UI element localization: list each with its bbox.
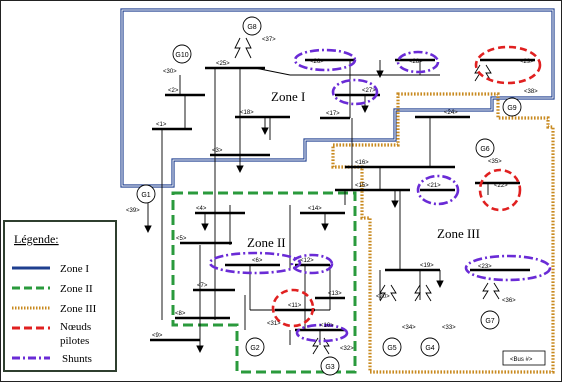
bus-label-14: <14>: [308, 206, 322, 212]
pilot-node-22: [480, 170, 520, 210]
legend-item-pilot-nodes: Nœuds: [60, 321, 92, 333]
bus-key-label: <Bus #>: [510, 357, 533, 363]
bus-label-9: <9>: [152, 333, 163, 339]
bus-label-18: <18>: [240, 110, 254, 116]
bus-key: [503, 351, 545, 365]
zone-2-label: Zone II: [247, 235, 286, 250]
bus-label-22: <22>: [494, 183, 508, 189]
bus-label-34: <34>: [402, 325, 416, 331]
bus-label-13: <13>: [328, 291, 342, 297]
transformers: [235, 38, 499, 354]
generator-label-g9: G9: [507, 105, 517, 112]
bus-label-23: <23>: [478, 264, 492, 270]
legend-item-zone-3: Zone III: [60, 303, 97, 315]
bus-label-3: <3>: [212, 148, 223, 154]
legend-item-pilot-nodes-2: pilotes: [60, 335, 90, 347]
generator-label-g10: G10: [175, 52, 189, 59]
bus-label-8: <8>: [175, 311, 186, 317]
generator-label-g6: G6: [480, 146, 490, 153]
generator-label-g8: G8: [247, 24, 257, 31]
bus-label-2: <2>: [168, 88, 179, 94]
legend-item-shunts: Shunts: [62, 353, 92, 365]
bus-label-26: <26>: [310, 59, 324, 65]
pilot-node-29: [476, 47, 540, 83]
bus-label-39: <39>: [126, 208, 140, 214]
bus-label-21: <21>: [427, 183, 441, 189]
bus-label-35: <35>: [488, 159, 502, 165]
legend-title: Légende:: [14, 232, 59, 246]
bus-label-24: <24>: [444, 110, 458, 116]
bus-label-10: <10>: [320, 323, 334, 329]
legend-item-zone-2: Zone II: [60, 283, 93, 295]
bus-label-5: <5>: [176, 236, 187, 242]
bus-label-30: <30>: [163, 69, 177, 75]
bus-label-1: <1>: [156, 122, 167, 128]
bus-label-29: <29>: [520, 59, 534, 65]
bus-label-28: <28>: [409, 59, 423, 65]
bus-label-7: <7>: [197, 283, 208, 289]
generator-label-g5: G5: [387, 345, 397, 352]
bus-label-27: <27>: [362, 88, 376, 94]
generator-label-g2: G2: [250, 345, 260, 352]
bus-label-33: <33>: [442, 325, 456, 331]
generator-label-g3: G3: [325, 364, 335, 371]
bus-label-19: <19>: [420, 263, 434, 269]
bus-label-6: <6>: [252, 258, 263, 264]
zone-1-label: Zone I: [271, 89, 306, 104]
bus-label-36: <36>: [502, 298, 516, 304]
generator-label-g1: G1: [141, 192, 151, 199]
bus-label-12: <12>: [300, 258, 314, 264]
bus-label-16: <16>: [355, 160, 369, 166]
bus-label-4: <4>: [196, 206, 207, 212]
bus-label-20: <20>: [376, 294, 390, 300]
bus-label-31: <31>: [267, 321, 281, 327]
bus-label-37: <37>: [262, 37, 276, 43]
generator-label-g4: G4: [425, 345, 435, 352]
bus-label-32: <32>: [340, 346, 354, 352]
zone-3-label: Zone III: [437, 226, 480, 241]
legend-item-zone-1: Zone I: [60, 263, 90, 275]
transmission-lines: [162, 60, 488, 345]
legend: [4, 221, 116, 371]
bus-label-15: <15>: [355, 183, 369, 189]
bus-label-11: <11>: [288, 303, 302, 309]
bus-label-38: <38>: [524, 89, 538, 95]
generator-label-g7: G7: [485, 318, 495, 325]
bus-label-17: <17>: [326, 111, 340, 117]
bus-label-25: <25>: [216, 61, 230, 67]
